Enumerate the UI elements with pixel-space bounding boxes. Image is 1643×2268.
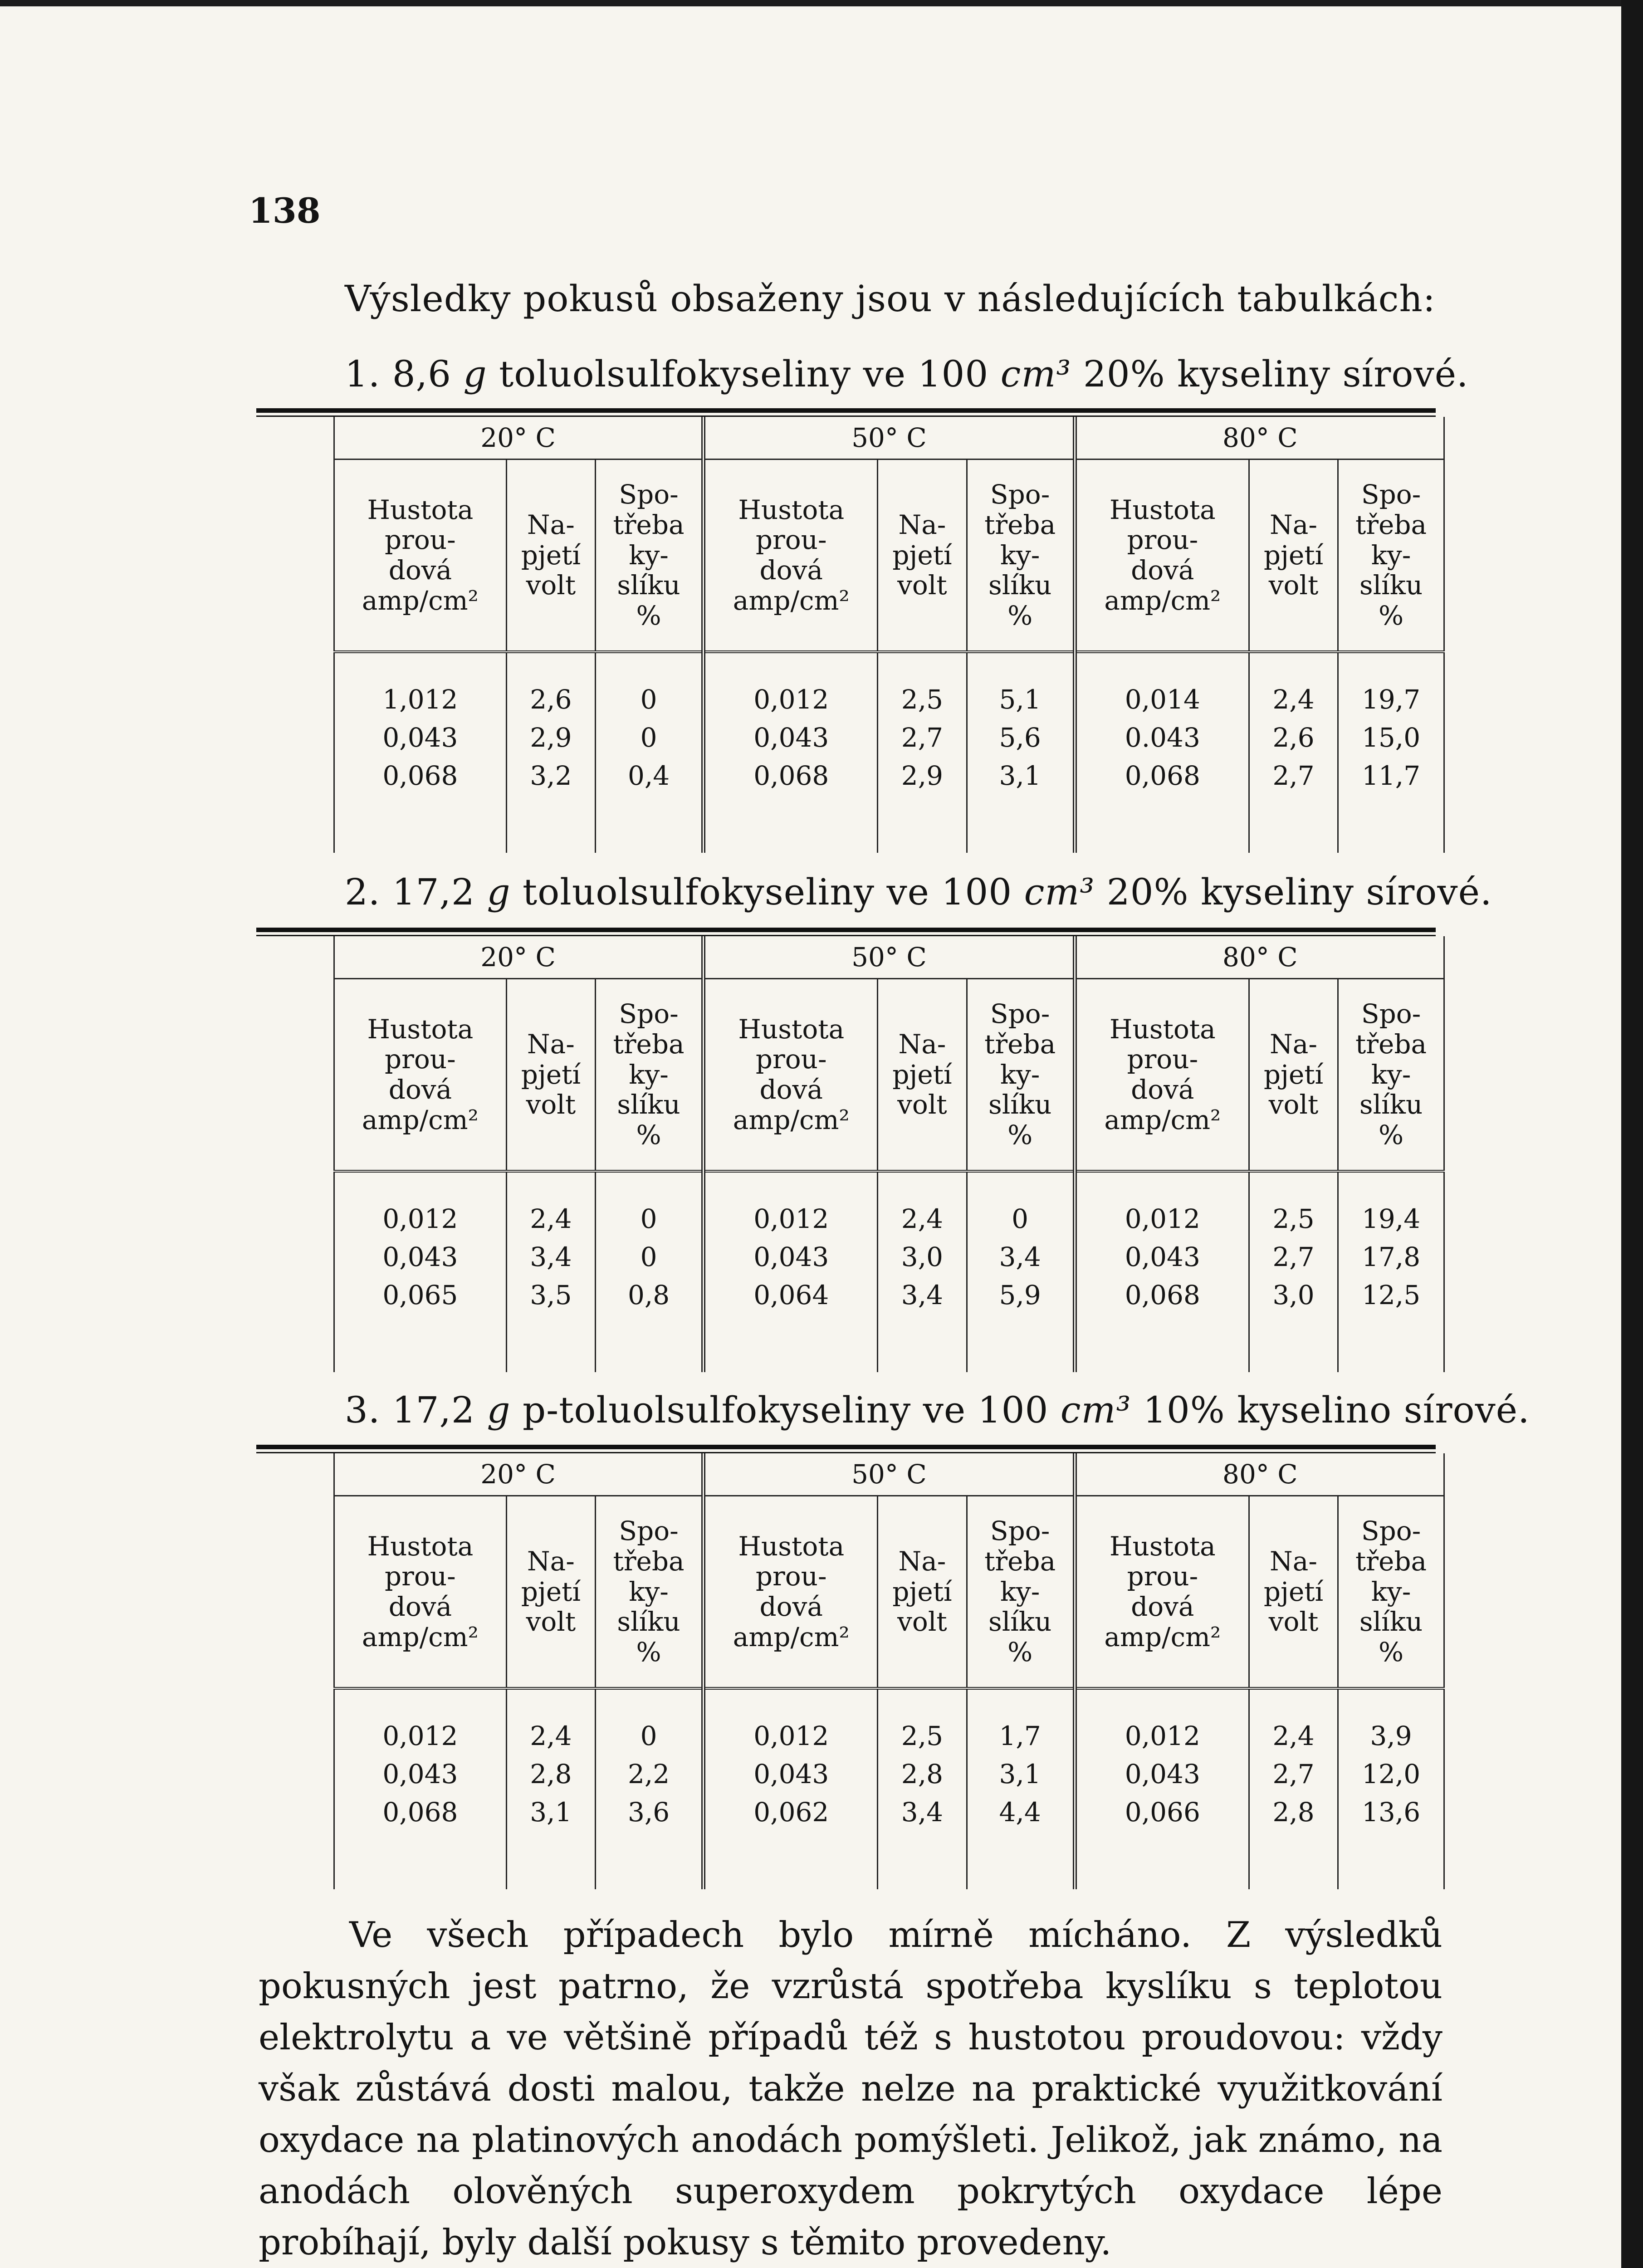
current-density-header — [1075, 979, 1249, 1172]
table-value: 0,8 — [627, 1280, 670, 1311]
caption-text: 1. 8,6 — [345, 353, 464, 395]
header-line: volt — [1268, 1606, 1319, 1637]
table-value: 2,5 — [1272, 1203, 1315, 1234]
voltage-header — [506, 459, 595, 652]
table-value: 0,068 — [382, 760, 458, 792]
header-line: Hustota — [1109, 494, 1216, 525]
table-value: 0,043 — [382, 722, 458, 753]
intro-sentence: Výsledky pokusů obsaženy jsou v následujících tabulkách: — [345, 278, 1436, 320]
table-value: 2,4 — [1272, 684, 1315, 715]
table-value: 3,1 — [530, 1797, 572, 1828]
header-line: ky- — [1000, 1576, 1040, 1607]
header-line: pjetí — [521, 539, 581, 571]
table-value: 0 — [640, 722, 657, 753]
header-line: slíku — [988, 570, 1052, 601]
table-value: 2,4 — [530, 1721, 572, 1751]
closing-paragraph-text: Ve všech případech bylo mírně mícháno. Z výsledků pokusných jest patrno, že vzrůstá spotřeba kyslíku s teplotou elektrolytu a ve většině případů též s hustotou proudovou: vždy však zůstává dosti malou, takže nelze na praktické využitkování oxydace na platinových anodách pomýšleti. Jelikož, jak známo, na anodách olověných superoxydem pokrytých oxydace lépe probíhají, byly další pokusy s těmito provedeny. — [259, 1915, 1443, 2263]
voltage-header — [878, 1496, 967, 1689]
table-value: 3,1 — [999, 760, 1041, 792]
header-line: třeba — [1355, 1028, 1427, 1060]
caption-text: 2. 17,2 — [345, 871, 487, 913]
table-cell — [1249, 1688, 1338, 1889]
table-cell — [595, 1171, 703, 1372]
header-line: pjetí — [892, 1059, 952, 1090]
header-line: volt — [897, 1089, 947, 1120]
oxygen-consumption-header — [967, 979, 1075, 1172]
header-line: Spo- — [619, 479, 679, 510]
header-line: Na- — [898, 1545, 946, 1577]
temperature-header: 50° C — [704, 417, 1075, 459]
table-value: 2,6 — [1272, 722, 1315, 753]
oxygen-consumption-header — [1338, 1496, 1444, 1689]
header-line: třeba — [613, 1545, 685, 1577]
oxygen-consumption-header — [967, 459, 1075, 652]
voltage-header — [1249, 1496, 1338, 1689]
table-value: 12,0 — [1361, 1759, 1421, 1790]
header-line: Spo- — [1361, 1515, 1421, 1547]
caption-unit: g — [487, 1389, 511, 1431]
table-value: 0,012 — [382, 1203, 458, 1234]
temperature-header: 50° C — [704, 1453, 1075, 1496]
header-line: Spo- — [990, 1515, 1050, 1547]
table-value: 0,068 — [1125, 1280, 1200, 1311]
caption-unit: g — [487, 871, 511, 913]
header-line: % — [1007, 600, 1033, 631]
current-density-header — [704, 1496, 878, 1689]
header-line: dová — [759, 555, 823, 586]
caption-volume-unit: cm³ — [1060, 1389, 1131, 1431]
table-value: 0,068 — [1125, 760, 1200, 792]
table-value: 2,7 — [1272, 1242, 1315, 1273]
header-line: ky- — [1371, 539, 1411, 571]
header-line: amp/cm² — [1104, 585, 1221, 616]
table-value: 12,5 — [1361, 1280, 1421, 1311]
header-line: Na- — [1270, 1545, 1317, 1577]
header-line: % — [636, 1119, 661, 1151]
table-value: 2,5 — [901, 684, 944, 715]
header-line: pjetí — [1263, 539, 1324, 571]
header-line: % — [1007, 1119, 1033, 1151]
table-value: 0,043 — [753, 1242, 829, 1273]
table-cell — [595, 1688, 703, 1889]
voltage-header — [878, 459, 967, 652]
table-value: 0,043 — [753, 722, 829, 753]
current-density-header — [334, 459, 507, 652]
header-line: slíku — [988, 1606, 1052, 1637]
table-value: 0,064 — [753, 1280, 829, 1311]
table-value: 2,6 — [530, 684, 572, 715]
table-value: 3,5 — [530, 1280, 572, 1311]
header-line: Spo- — [619, 998, 679, 1030]
table-3 — [256, 1445, 1436, 1889]
header-line: třeba — [1355, 509, 1427, 540]
table-value: 19,4 — [1361, 1203, 1421, 1234]
header-line: Na- — [527, 509, 575, 540]
temperature-header: 20° C — [334, 1453, 704, 1496]
header-line: % — [636, 600, 661, 631]
header-line: ky- — [1371, 1576, 1411, 1607]
header-line: Hustota — [738, 1530, 845, 1562]
caption-unit: g — [463, 353, 487, 395]
header-line: amp/cm² — [733, 1104, 850, 1135]
header-line: prou- — [755, 1044, 827, 1075]
header-line: dová — [388, 1591, 452, 1622]
current-density-header — [334, 1496, 507, 1689]
table-value: 0,043 — [382, 1242, 458, 1273]
header-line: dová — [388, 1074, 452, 1105]
header-line: dová — [1131, 555, 1194, 586]
header-line: pjetí — [892, 1576, 952, 1607]
table-value: 0 — [640, 684, 657, 715]
table-value: 5,9 — [999, 1280, 1041, 1311]
table-value: 3,4 — [530, 1242, 572, 1273]
header-line: slíku — [1359, 570, 1423, 601]
table-value: 3,4 — [901, 1797, 944, 1828]
table-cell — [506, 652, 595, 853]
table-top-rule — [256, 408, 1436, 413]
voltage-header — [1249, 979, 1338, 1172]
header-line: % — [636, 1637, 661, 1668]
table-top-rule — [256, 1445, 1436, 1449]
header-line: Spo- — [990, 479, 1050, 510]
table-value: 3,0 — [1272, 1280, 1315, 1311]
table-value: 0,065 — [382, 1280, 458, 1311]
table-value: 0,012 — [753, 1203, 829, 1234]
table-cell — [1075, 1171, 1249, 1372]
caption-text: toluolsulfokyseliny ve 100 — [487, 353, 1001, 395]
header-line: pjetí — [521, 1059, 581, 1090]
table-value: 0,043 — [1125, 1759, 1200, 1790]
header-line: % — [1007, 1637, 1033, 1668]
table-cell — [334, 1688, 507, 1889]
table-value: 0,014 — [1125, 684, 1200, 715]
header-line: amp/cm² — [362, 1104, 479, 1135]
caption-volume-unit: cm³ — [1000, 353, 1071, 395]
table-value: 0,043 — [382, 1759, 458, 1790]
table-value: 15,0 — [1361, 722, 1421, 753]
data-table — [333, 1453, 1445, 1889]
table-value: 13,6 — [1361, 1797, 1421, 1828]
table-value: 0,4 — [627, 760, 670, 792]
table-value: 2,5 — [901, 1721, 944, 1751]
current-density-header — [704, 459, 878, 652]
header-line: třeba — [984, 1028, 1056, 1060]
table-value: 3,2 — [530, 760, 572, 792]
header-line: % — [1378, 1637, 1404, 1668]
header-line: slíku — [617, 1089, 680, 1120]
header-line: Spo- — [1361, 479, 1421, 510]
header-line: volt — [526, 570, 576, 601]
header-line: pjetí — [521, 1576, 581, 1607]
table-value: 1,012 — [382, 684, 458, 715]
header-line: ky- — [629, 1059, 669, 1090]
header-line: volt — [526, 1089, 576, 1120]
table-cell — [1338, 652, 1444, 853]
table-value: 2,4 — [901, 1203, 944, 1234]
temperature-header: 50° C — [704, 936, 1075, 979]
table-value: 3,1 — [999, 1759, 1041, 1790]
header-line: Na- — [527, 1545, 575, 1577]
table-value: 0,012 — [753, 684, 829, 715]
caption-text: 3. 17,2 — [345, 1389, 487, 1431]
header-line: třeba — [613, 509, 685, 540]
header-line: amp/cm² — [1104, 1621, 1221, 1652]
table-value: 2,4 — [1272, 1721, 1315, 1751]
header-line: prou- — [1127, 524, 1198, 556]
table-cell — [967, 1688, 1075, 1889]
table-value: 5,1 — [999, 684, 1041, 715]
table-cell — [1075, 652, 1249, 853]
header-line: slíku — [988, 1089, 1052, 1120]
scan-border-top — [0, 0, 1643, 6]
scan-border-right — [1621, 0, 1643, 2268]
header-line: volt — [526, 1606, 576, 1637]
header-line: prou- — [755, 524, 827, 556]
table-value: 0 — [640, 1242, 657, 1273]
table-value: 0,062 — [753, 1797, 829, 1828]
header-line: Na- — [1270, 1028, 1317, 1060]
table-value: 11,7 — [1361, 760, 1421, 792]
temperature-header: 20° C — [334, 417, 704, 459]
table-value: 0,012 — [1125, 1203, 1200, 1234]
header-line: volt — [1268, 1089, 1319, 1120]
header-line: třeba — [984, 509, 1056, 540]
header-line: Na- — [898, 1028, 946, 1060]
table-cell — [334, 652, 507, 853]
table-value: 3,0 — [901, 1242, 944, 1273]
table-caption-2 — [345, 871, 1492, 913]
table-cell — [967, 652, 1075, 853]
header-line: Hustota — [1109, 1013, 1216, 1045]
table-cell — [704, 652, 878, 853]
table-value: 2,9 — [901, 760, 944, 792]
header-line: třeba — [984, 1545, 1056, 1577]
header-line: amp/cm² — [1104, 1104, 1221, 1135]
table-cell — [878, 652, 967, 853]
table-value: 2,8 — [901, 1759, 944, 1790]
header-line: slíku — [617, 1606, 680, 1637]
table-value: 2,9 — [530, 722, 572, 753]
header-line: volt — [897, 570, 947, 601]
header-line: pjetí — [892, 539, 952, 571]
header-line: Spo- — [990, 998, 1050, 1030]
table-value: 19,7 — [1361, 684, 1421, 715]
table-caption-1 — [345, 353, 1468, 395]
header-line: třeba — [1355, 1545, 1427, 1577]
table-value: 4,4 — [999, 1797, 1041, 1828]
data-table — [333, 936, 1445, 1372]
table-value: 0,012 — [753, 1721, 829, 1751]
header-line: pjetí — [1263, 1576, 1324, 1607]
table-cell — [967, 1171, 1075, 1372]
header-line: ky- — [1371, 1059, 1411, 1090]
current-density-header — [334, 979, 507, 1172]
table-value: 1,7 — [999, 1721, 1041, 1751]
current-density-header — [704, 979, 878, 1172]
header-line: % — [1378, 600, 1404, 631]
table-value: 2,7 — [1272, 760, 1315, 792]
table-cell — [1075, 1688, 1249, 1889]
header-line: amp/cm² — [362, 1621, 479, 1652]
header-line: amp/cm² — [733, 1621, 850, 1652]
header-line: pjetí — [1263, 1059, 1324, 1090]
table-cell — [506, 1171, 595, 1372]
table-value: 2,8 — [530, 1759, 572, 1790]
header-line: ky- — [1000, 1059, 1040, 1090]
temperature-header: 80° C — [1075, 936, 1444, 979]
table-cell — [506, 1688, 595, 1889]
header-line: dová — [1131, 1591, 1194, 1622]
header-line: prou- — [385, 1561, 456, 1592]
header-line: třeba — [613, 1028, 685, 1060]
oxygen-consumption-header — [595, 459, 703, 652]
caption-text: p-toluolsulfokyseliny ve 100 — [510, 1389, 1061, 1431]
temperature-header: 20° C — [334, 936, 704, 979]
table-cell — [1338, 1171, 1444, 1372]
page-number: 138 — [249, 191, 321, 231]
header-line: prou- — [1127, 1044, 1198, 1075]
header-line: amp/cm² — [733, 585, 850, 616]
table-value: 17,8 — [1361, 1242, 1421, 1273]
table-value: 0,043 — [1125, 1242, 1200, 1273]
caption-text: toluolsulfokyseliny ve 100 — [510, 871, 1024, 913]
table-cell — [1249, 1171, 1338, 1372]
table-top-rule — [256, 928, 1436, 932]
header-line: slíku — [1359, 1606, 1423, 1637]
header-line: prou- — [1127, 1561, 1198, 1592]
table-value: 3,6 — [627, 1797, 670, 1828]
caption-text: 20% kyseliny sírové. — [1095, 871, 1492, 913]
header-line: ky- — [629, 539, 669, 571]
header-line: dová — [388, 555, 452, 586]
header-line: volt — [1268, 570, 1319, 601]
header-line: prou- — [385, 1044, 456, 1075]
header-line: prou- — [755, 1561, 827, 1592]
table-1 — [256, 408, 1436, 853]
caption-text: 10% kyselino sírové. — [1131, 1389, 1530, 1431]
table-value: 5,6 — [999, 722, 1041, 753]
header-line: Spo- — [619, 1515, 679, 1547]
table-value: 2,7 — [1272, 1759, 1315, 1790]
current-density-header — [1075, 459, 1249, 652]
header-line: volt — [897, 1606, 947, 1637]
header-line: Hustota — [1109, 1530, 1216, 1562]
oxygen-consumption-header — [1338, 459, 1444, 652]
table-cell — [878, 1688, 967, 1889]
table-value: 3,4 — [901, 1280, 944, 1311]
header-line: Spo- — [1361, 998, 1421, 1030]
table-value: 0 — [640, 1203, 657, 1234]
table-value: 2,2 — [627, 1759, 670, 1790]
header-line: dová — [759, 1074, 823, 1105]
table-value: 0 — [1012, 1203, 1029, 1234]
header-line: dová — [1131, 1074, 1194, 1105]
table-value: 3,9 — [1370, 1721, 1412, 1751]
caption-text: 20% kyseliny sírové. — [1071, 353, 1469, 395]
table-cell — [704, 1688, 878, 1889]
header-line: Hustota — [738, 494, 845, 525]
voltage-header — [1249, 459, 1338, 652]
table-value: 0 — [640, 1721, 657, 1751]
table-value: 0,043 — [753, 1759, 829, 1790]
header-line: Na- — [527, 1028, 575, 1060]
oxygen-consumption-header — [595, 979, 703, 1172]
header-line: dová — [759, 1591, 823, 1622]
header-line: ky- — [629, 1576, 669, 1607]
table-value: 0,012 — [1125, 1721, 1200, 1751]
temperature-header: 80° C — [1075, 417, 1444, 459]
oxygen-consumption-header — [595, 1496, 703, 1689]
table-cell — [1249, 652, 1338, 853]
caption-volume-unit: cm³ — [1024, 871, 1095, 913]
table-value: 3,4 — [999, 1242, 1041, 1273]
header-line: prou- — [385, 524, 456, 556]
header-line: Hustota — [367, 1530, 474, 1562]
current-density-header — [1075, 1496, 1249, 1689]
oxygen-consumption-header — [967, 1496, 1075, 1689]
temperature-header: 80° C — [1075, 1453, 1444, 1496]
closing-paragraph — [259, 1910, 1443, 2268]
data-table — [333, 417, 1445, 853]
table-cell — [1338, 1688, 1444, 1889]
table-cell — [595, 652, 703, 853]
voltage-header — [506, 1496, 595, 1689]
table-2 — [256, 928, 1436, 1372]
table-value: 0.043 — [1125, 722, 1200, 753]
header-line: Na- — [1270, 509, 1317, 540]
header-line: ky- — [1000, 539, 1040, 571]
table-value: 0,068 — [753, 760, 829, 792]
voltage-header — [878, 979, 967, 1172]
table-value: 0,068 — [382, 1797, 458, 1828]
header-line: slíku — [617, 570, 680, 601]
header-line: Na- — [898, 509, 946, 540]
header-line: Hustota — [738, 1013, 845, 1045]
header-line: Hustota — [367, 494, 474, 525]
table-value: 2,4 — [530, 1203, 572, 1234]
header-line: amp/cm² — [362, 585, 479, 616]
table-cell — [334, 1171, 507, 1372]
table-cell — [704, 1171, 878, 1372]
table-cell — [878, 1171, 967, 1372]
table-caption-3 — [345, 1389, 1530, 1431]
table-value: 0,066 — [1125, 1797, 1200, 1828]
table-value: 2,7 — [901, 722, 944, 753]
table-value: 2,8 — [1272, 1797, 1315, 1828]
header-line: % — [1378, 1119, 1404, 1151]
table-value: 0,012 — [382, 1721, 458, 1751]
oxygen-consumption-header — [1338, 979, 1444, 1172]
voltage-header — [506, 979, 595, 1172]
header-line: Hustota — [367, 1013, 474, 1045]
header-line: slíku — [1359, 1089, 1423, 1120]
